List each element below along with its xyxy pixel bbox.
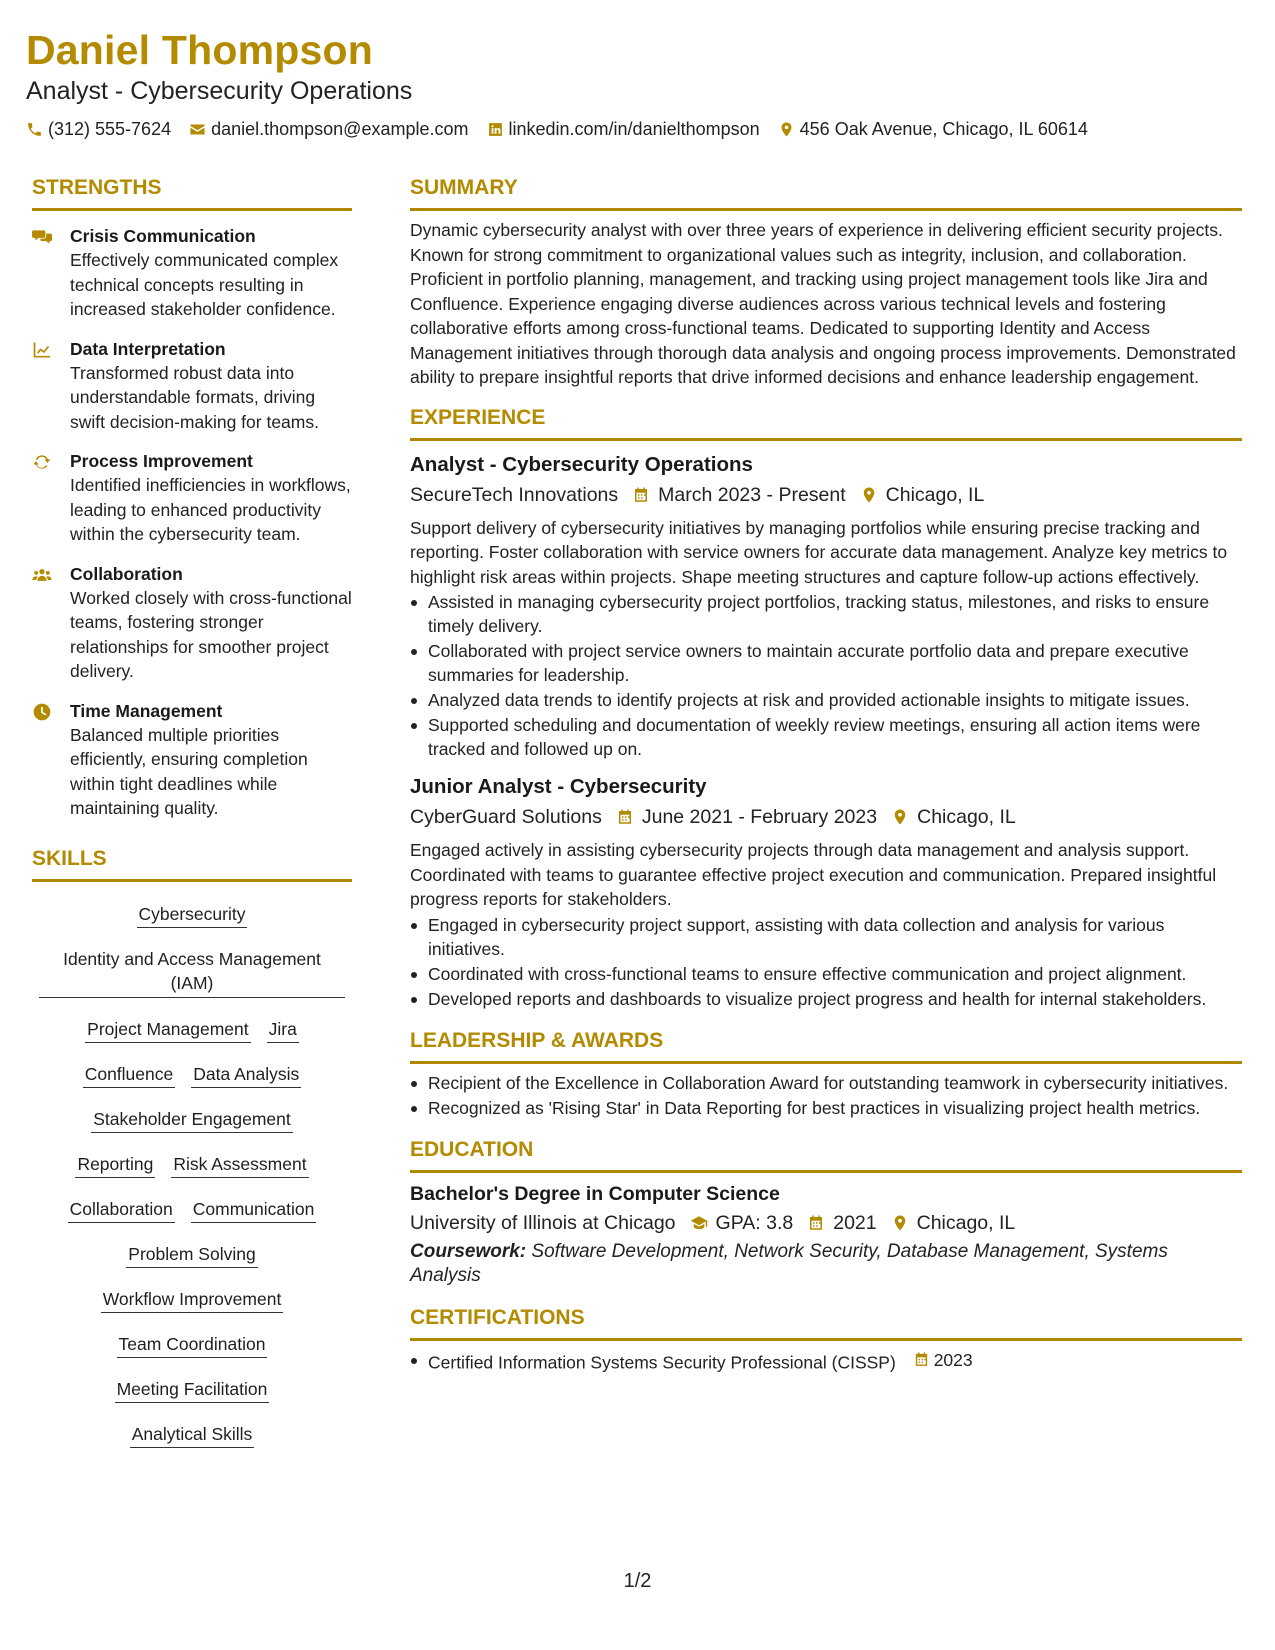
job-company: CyberGuard Solutions [410, 806, 602, 828]
summary-divider [410, 208, 1242, 211]
skills-list [32, 902, 352, 1467]
strength-name: Process Improvement [70, 451, 253, 471]
job-bullet: Collaborated with project service owners to maintain accurate portfolio data and prepare executive summaries for leadership. [410, 639, 1242, 687]
job-meta [410, 804, 1242, 830]
skill-tag: Analytical Skills [130, 1422, 255, 1448]
job-meta [410, 482, 1242, 508]
certification-date [913, 1348, 973, 1372]
job-bullet: Assisted in managing cybersecurity project portfolios, tracking status, milestones, and risks to ensure timely delivery. [410, 590, 1242, 638]
job-bullet: Engaged in cybersecurity project support, assisting with data collection and analysis for various initiatives. [410, 913, 1242, 961]
coursework [410, 1240, 1242, 1288]
education-section [410, 1136, 1242, 1288]
contact-address [778, 119, 1088, 140]
strength-desc: Identified inefficiencies in workflows, leading to enhanced productivity within the cybersecurity team. [70, 475, 351, 544]
contact-bar [26, 119, 1106, 140]
strength-name: Crisis Communication [70, 226, 256, 246]
contact-linkedin[interactable] [487, 119, 760, 140]
map-marker-icon [891, 808, 909, 826]
leadership-heading: LEADERSHIP & AWARDS [410, 1028, 664, 1052]
strength-name: Collaboration [70, 563, 183, 584]
calendar-icon [913, 1351, 930, 1368]
award-item: Recipient of the Excellence in Collaboration Award for outstanding teamwork in cybersecurity initiatives. [410, 1071, 1242, 1095]
email-text: daniel.thompson@example.com [211, 119, 469, 139]
graduation-cap-icon [690, 1214, 708, 1232]
skill-tag: Cybersecurity [137, 902, 248, 928]
clock-icon [32, 702, 52, 722]
education-divider [410, 1170, 1242, 1173]
line-chart-icon [32, 340, 52, 360]
calendar-icon [616, 808, 634, 826]
skill-tag: Workflow Improvement [101, 1287, 284, 1313]
certification-year: 2023 [933, 1349, 973, 1370]
skills-heading: SKILLS [32, 846, 107, 870]
strengths-section [32, 174, 352, 821]
certifications-section [410, 1304, 1242, 1375]
resume-header [26, 24, 1106, 140]
job-company: SecureTech Innovations [410, 483, 619, 506]
gpa-text: GPA: 3.8 [715, 1211, 794, 1234]
phone-text: (312) 555-7624 [48, 119, 172, 139]
job-description: Engaged actively in assisting cybersecurity projects through data management and analysis support. Coordinated with teams to guarantee effective project execution and communication. Prepared insightful progress reports for stakeholders. [410, 840, 1217, 909]
summary-heading: SUMMARY [410, 176, 518, 199]
strength-name: Data Interpretation [70, 338, 226, 359]
strengths-heading: STRENGTHS [32, 176, 162, 199]
candidate-name: Daniel Thompson [26, 27, 373, 73]
strength-item [32, 699, 352, 821]
certifications-heading: CERTIFICATIONS [410, 1305, 585, 1329]
education-meta [410, 1210, 1242, 1236]
degree-name: Bachelor's Degree in Computer Science [410, 1182, 780, 1205]
job-dates: June 2021 - February 2023 [641, 806, 878, 828]
job-bullet: Supported scheduling and documentation of weekly review meetings, ensuring all action items were tracked and followed up on. [410, 713, 1242, 761]
leadership-section [410, 1027, 1242, 1120]
job-location: Chicago, IL [885, 483, 985, 506]
contact-phone[interactable] [26, 119, 171, 140]
job-bullet: Analyzed data trends to identify projects at risk and provided actionable insights to mitigate issues. [410, 688, 1242, 712]
job-description: Support delivery of cybersecurity initiatives by managing portfolios while ensuring precise tracking and reporting. Foster collaboration with service owners for accurate data management. Analyze key metrics to highlight risk areas within projects. Shape meeting structures and capture follow-up actions effectively. [410, 517, 1228, 587]
graduation-year: 2021 [833, 1211, 877, 1234]
strength-desc: Effectively communicated complex technical concepts resulting in increased stakeholder confidence. [70, 250, 339, 319]
certifications-divider [410, 1338, 1242, 1341]
linkedin-text: linkedin.com/in/danielthompson [508, 119, 760, 139]
skill-tag: Stakeholder Engagement [91, 1107, 293, 1133]
skill-tag: Confluence [83, 1062, 176, 1088]
skills-divider [32, 879, 352, 882]
strength-desc: Balanced multiple priorities efficiently, ensuring completion within tight deadlines while maintaining quality. [70, 724, 308, 818]
job-entry [410, 451, 1242, 762]
job-title: Junior Analyst - Cybersecurity [410, 775, 707, 798]
leadership-list [410, 1071, 1242, 1120]
summary-section [410, 174, 1242, 390]
job-entry [410, 773, 1242, 1011]
strength-desc: Worked closely with cross-functional teams, fostering stronger relationships for smoother project delivery. [70, 587, 352, 681]
comments-icon [32, 227, 52, 247]
strength-item [32, 224, 352, 322]
skill-tag: Meeting Facilitation [115, 1377, 270, 1403]
skills-section [32, 845, 352, 1467]
skill-tag: Project Management [85, 1017, 250, 1043]
certifications-list [410, 1348, 1242, 1375]
job-bullets [410, 590, 1242, 761]
skill-tag: Jira [267, 1017, 299, 1043]
certification-name: Certified Information Systems Security Professional (CISSP) [428, 1352, 896, 1372]
certification-item [410, 1348, 1242, 1375]
page-number: 1/2 [623, 1570, 652, 1592]
linkedin-icon [487, 121, 504, 138]
strength-item [32, 449, 352, 547]
skill-tag: Communication [191, 1197, 317, 1223]
award-item: Recognized as 'Rising Star' in Data Reporting for best practices in visualizing project health metrics. [410, 1096, 1242, 1120]
skill-tag: Identity and Access Management (IAM) [39, 947, 345, 998]
refresh-icon [32, 452, 52, 472]
strength-name: Time Management [70, 700, 223, 721]
address-text: 456 Oak Avenue, Chicago, IL 60614 [799, 119, 1088, 139]
skill-tag: Team Coordination [117, 1332, 268, 1358]
school-location: Chicago, IL [916, 1211, 1016, 1234]
job-bullet: Developed reports and dashboards to visualize project progress and health for internal stakeholders. [410, 987, 1242, 1011]
calendar-icon [632, 486, 650, 504]
experience-divider [410, 438, 1242, 441]
right-column [410, 174, 1242, 1374]
strength-item [32, 337, 352, 435]
skill-tag: Data Analysis [191, 1062, 301, 1088]
strength-item [32, 562, 352, 684]
skill-tag: Problem Solving [126, 1242, 257, 1268]
coursework-label: Coursework: [410, 1240, 527, 1262]
job-location: Chicago, IL [917, 806, 1016, 828]
map-marker-icon [778, 121, 795, 138]
job-bullets [410, 913, 1242, 1011]
calendar-icon [807, 1214, 825, 1232]
skill-tag: Reporting [75, 1152, 155, 1178]
experience-heading: EXPERIENCE [410, 405, 546, 429]
skill-tag: Collaboration [68, 1197, 175, 1223]
left-column [32, 174, 352, 1467]
leadership-divider [410, 1061, 1242, 1064]
strengths-divider [32, 208, 352, 211]
envelope-icon [189, 121, 206, 138]
map-marker-icon [891, 1214, 909, 1232]
skill-tag: Risk Assessment [171, 1152, 308, 1178]
coursework-list: Software Development, Network Security, Database Management, Systems Analysis [410, 1240, 1168, 1286]
phone-icon [26, 121, 43, 138]
job-title: Analyst - Cybersecurity Operations [410, 452, 753, 476]
school-name: University of Illinois at Chicago [410, 1211, 676, 1234]
map-marker-icon [860, 486, 878, 504]
job-dates: March 2023 - Present [658, 483, 846, 506]
education-heading: EDUCATION [410, 1137, 534, 1161]
contact-email[interactable] [189, 119, 468, 140]
summary-text: Dynamic cybersecurity analyst with over three years of experience in delivering efficient security projects. Known for strong commitment to organizational values such as integrity, inclusion, and collaboration. Proficient in portfolio planning, management, and tracking using project management tools like Jira and Confluence. Experience engaging diverse audiences across various technical levels and fostering collaborative efforts among cross-functional teams. Dedicated to supporting Identity and Access Management initiatives through thorough data analysis and ongoing process improvements. Demonstrated ability to prepare insightful reports that drive informed decisions and enhance leadership engagement. [410, 220, 1236, 387]
candidate-title: Analyst - Cybersecurity Operations [26, 77, 413, 105]
experience-section [410, 404, 1242, 1011]
job-bullet: Coordinated with cross-functional teams to ensure effective communication and project alignment. [410, 962, 1242, 986]
strength-desc: Transformed robust data into understandable formats, driving swift decision-making for teams. [70, 362, 319, 432]
users-icon [32, 565, 52, 585]
